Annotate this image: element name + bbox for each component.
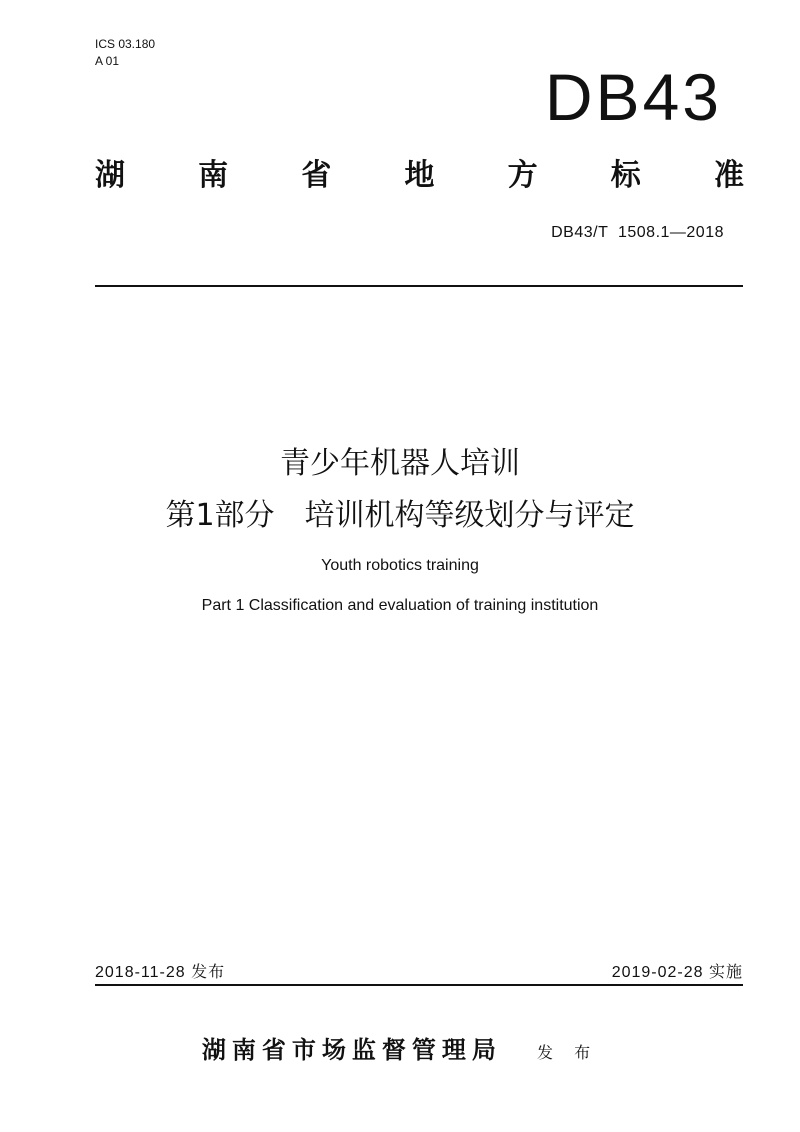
top-divider: [95, 285, 743, 287]
standard-type-char: 准: [713, 158, 744, 193]
title-en-line1: Youth robotics training: [321, 557, 479, 574]
issue-date: 2018-11-28 发布: [95, 964, 226, 981]
standard-type-heading: [95, 150, 744, 194]
ics-code: ICS 03.180: [95, 37, 156, 51]
title-cn-line2: 第1部分 培训机构等级划分与评定: [165, 498, 635, 533]
standard-number: DB43/T 1508.1—2018: [551, 224, 724, 241]
standard-type-char: 地: [404, 158, 435, 193]
issuer-name: 湖南省市场监督管理局: [201, 1036, 502, 1064]
title-en-line2: Part 1 Classification and evaluation of training institution: [201, 597, 599, 614]
issuer-action: 发 布: [537, 1043, 599, 1062]
issuer-block: [0, 1030, 800, 1065]
standard-type-char: 标: [610, 158, 641, 193]
implement-date: 2019-02-28 实施: [611, 964, 743, 981]
title-cn-line1: 青少年机器人培训: [280, 446, 520, 481]
bottom-divider: [95, 984, 743, 986]
standard-type-char: 方: [507, 158, 538, 193]
classification-block: [95, 36, 155, 70]
standard-type-char: 湖: [95, 158, 125, 193]
standard-type-char: 省: [301, 158, 332, 193]
standard-code-large: DB43: [544, 60, 722, 134]
ccs-code: A 01: [95, 54, 120, 68]
standard-type-char: 南: [198, 158, 229, 193]
